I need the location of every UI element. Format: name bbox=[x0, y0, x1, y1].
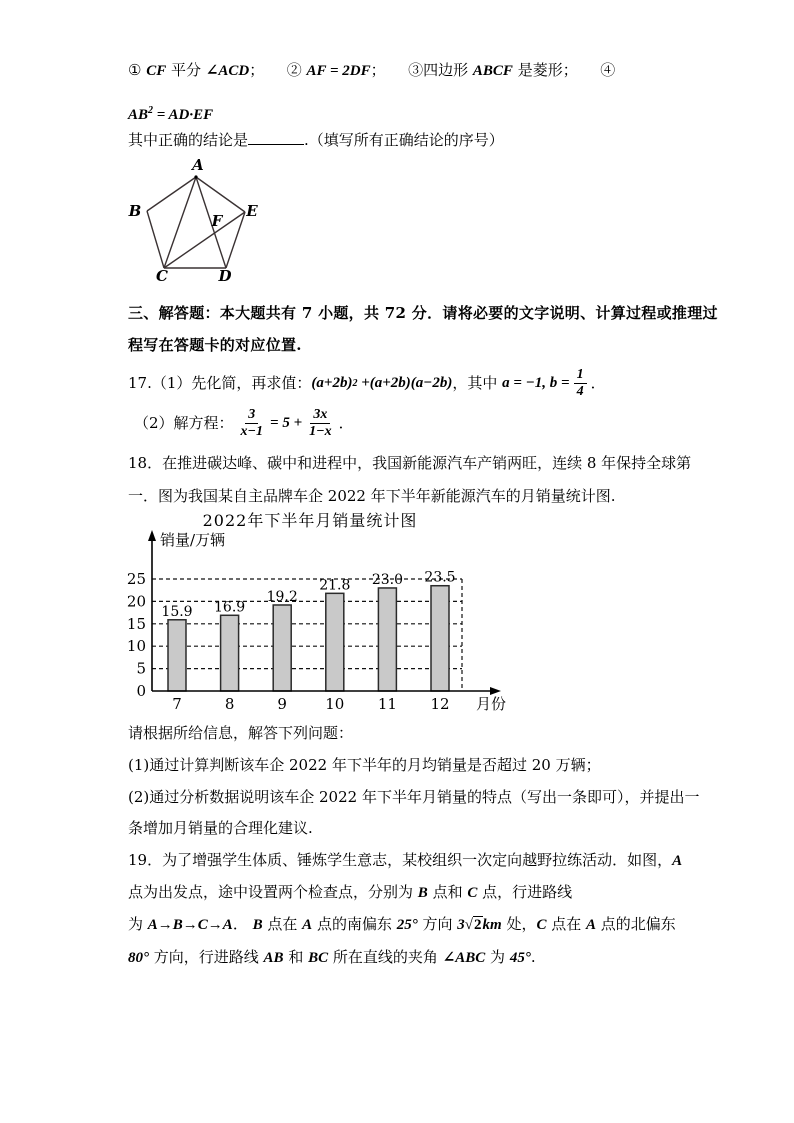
pentagon-figure bbox=[125, 158, 275, 288]
q17-part2: （2）解方程： $\frac{3}{x-1}$ = 5 + $\frac{3x}{1-x}$ ． bbox=[134, 406, 354, 439]
y-axis-title: 销量/万辆 bbox=[160, 531, 226, 549]
fraction-denominator: 4 bbox=[576, 383, 584, 399]
radical: √2 bbox=[464, 917, 482, 933]
vertex-dot bbox=[194, 175, 197, 178]
y-tick-15: 15 bbox=[126, 614, 146, 633]
figure-edge-AC bbox=[164, 177, 196, 268]
q18-intro-line1: 18．在推进碳达峰、碳中和进程中，我国新能源汽车产销两旺，连续 8 年保持全球第 bbox=[128, 454, 692, 472]
bar-month-10 bbox=[326, 593, 344, 691]
x-tick: 7 bbox=[172, 695, 182, 713]
bar-value-label: 16.9 bbox=[214, 599, 246, 616]
y-tick-5: 5 bbox=[136, 659, 146, 678]
y-tick-10: 10 bbox=[126, 637, 146, 656]
q16-answer-line: 其中正确的结论是 .（填写所有正确结论的序号） bbox=[128, 131, 504, 149]
fraction-numerator: 3x bbox=[310, 407, 330, 424]
q19-line1: 19．为了增强学生体质、锤炼学生意志，某校组织一次定向越野拉练活动．如图，A bbox=[128, 851, 683, 869]
x-tick: 8 bbox=[224, 695, 235, 713]
vertex-label-B: B bbox=[128, 202, 142, 220]
vertex-label-C: C bbox=[156, 267, 168, 285]
figure-edge-EA bbox=[196, 177, 245, 212]
bar-month-7 bbox=[168, 620, 186, 691]
bar-month-12 bbox=[431, 586, 449, 691]
figure-edge-AB bbox=[147, 177, 196, 211]
fraction-denominator: 1−x bbox=[309, 423, 332, 439]
section-3-header-line1: 三、解答题：本大题共有 7 小题，共 72 分．请将必要的文字说明、计算过程或推理过 bbox=[128, 304, 718, 322]
fraction bbox=[306, 407, 334, 439]
figure-edge-DE bbox=[226, 212, 245, 268]
radicand: 2 bbox=[474, 917, 482, 933]
q18-question-1: (1)通过计算判断该车企 2022 年下半年的月均销量是否超过 20 万辆； bbox=[128, 756, 601, 774]
q18-intro-line2: 一．图为我国某自主品牌车企 2022 年下半年新能源汽车的月销量统计图. bbox=[128, 487, 616, 505]
q18-question-2-line1: (2)通过分析数据说明该车企 2022 年下半年月销量的特点（写出一条即可），并提出一 bbox=[128, 788, 700, 806]
bar-month-11 bbox=[378, 588, 396, 691]
bar-value-label: 15.9 bbox=[161, 603, 193, 620]
superscript: 2 bbox=[352, 377, 358, 389]
y-tick-0: 0 bbox=[136, 682, 146, 700]
y-tick-25: 25 bbox=[126, 570, 146, 588]
figure-edge-BC bbox=[147, 211, 164, 268]
y-axis-arrow-icon bbox=[148, 530, 156, 541]
vertex-label-A: A bbox=[192, 158, 204, 174]
fraction-denominator: x−1 bbox=[240, 423, 264, 439]
vertex-label-F: F bbox=[211, 212, 223, 230]
x-tick: 9 bbox=[277, 695, 287, 713]
q18-question-2-line2: 条增加月销量的合理化建议. bbox=[128, 819, 313, 837]
bar-value-label: 23.0 bbox=[371, 571, 403, 588]
q19-line4: 80° 方向，行进路线 AB 和 BC 所在直线的夹角 ∠ABC 为 45°. bbox=[128, 948, 536, 966]
q19-line3: 为 A→B→C→A． B 点在 A 点的南偏东 25° 方向 3√2km 处，C 点在 A 点的北偏东 bbox=[128, 915, 676, 933]
answer-blank bbox=[248, 129, 304, 145]
bar-month-9 bbox=[273, 605, 291, 691]
x-axis-arrow-icon bbox=[490, 687, 501, 695]
fraction-numerator: 3 bbox=[245, 407, 258, 424]
q19-line2: 点为出发点，途中设置两个检查点，分别为 B 点和 C 点，行进路线 bbox=[128, 883, 573, 901]
section-3-header-line2: 程写在答题卡的对应位置. bbox=[128, 336, 302, 354]
x-tick: 11 bbox=[377, 695, 397, 713]
x-tick: 10 bbox=[325, 695, 345, 713]
q17-part1: 17.（1）先化简，再求值： (a+2b) 2 +(a+2b)(a−2b) ，其中 a = −1, b = $\frac{1}{4}$ ． bbox=[128, 366, 606, 399]
q16-statements-line: ① CF 平分 ∠ACD； ② AF = 2DF； ③四边形 ABCF 是菱形； ④ bbox=[128, 61, 616, 79]
fraction bbox=[238, 407, 266, 439]
bar-value-label: 23.5 bbox=[424, 569, 456, 586]
bar-value-label: 19.2 bbox=[266, 588, 298, 605]
superscript: 2 bbox=[148, 105, 154, 116]
chart-title: 2022年下半年月销量统计图 bbox=[202, 511, 418, 530]
y-tick-20: 20 bbox=[126, 592, 146, 611]
bar-chart bbox=[120, 528, 560, 720]
vertex-label-D: D bbox=[218, 267, 232, 285]
fraction bbox=[574, 367, 587, 399]
figure-edge-CE bbox=[164, 212, 245, 268]
bar-month-8 bbox=[221, 615, 239, 691]
x-tick: 12 bbox=[430, 695, 450, 713]
q18-instruction: 请根据所给信息，解答下列问题： bbox=[128, 724, 354, 742]
q16-statement-4-formula: $AB^2 = AD\cdot EF$ bbox=[128, 105, 214, 123]
x-axis-title: 月份 bbox=[476, 695, 507, 713]
fraction-numerator: 1 bbox=[574, 367, 587, 384]
bar-value-label: 21.8 bbox=[319, 577, 351, 594]
vertex-label-E: E bbox=[246, 202, 258, 220]
